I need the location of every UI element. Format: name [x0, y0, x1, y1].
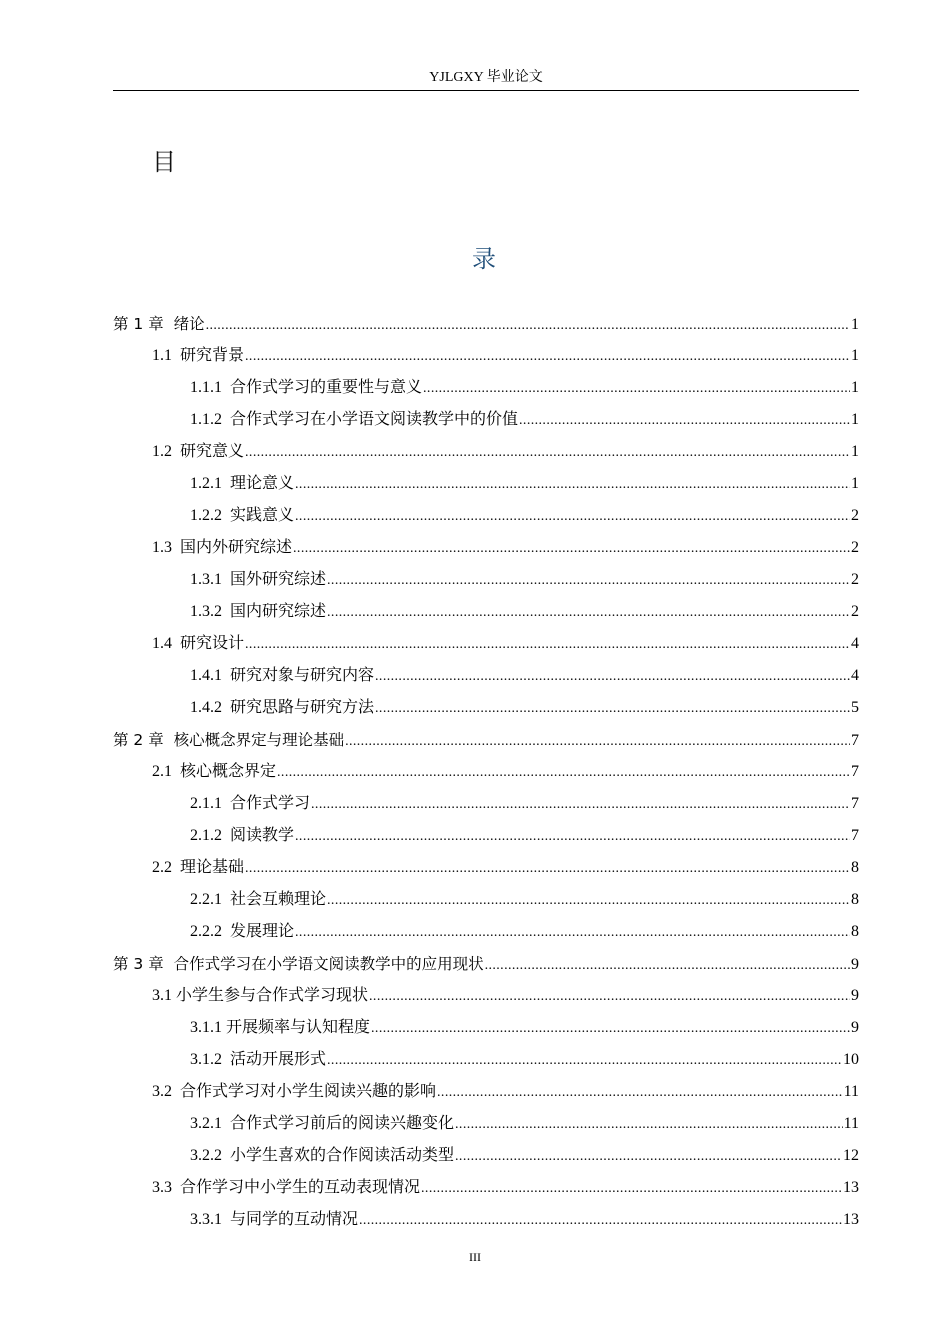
toc-entry-page: 1 [851, 411, 859, 428]
toc-entry-title: 2.1.2 阅读教学 [190, 827, 295, 844]
toc-dot-leader [245, 858, 850, 880]
toc-entry-page: 9 [851, 956, 859, 973]
toc-title-part1: 目 [152, 148, 176, 176]
toc-entry-title: 3.1 小学生参与合作式学习现状 [152, 987, 369, 1004]
toc-entry-level3[interactable] [113, 599, 859, 631]
toc-entry-page: 7 [851, 827, 859, 844]
toc-entry-page: 2 [851, 539, 859, 556]
toc-entry-level1[interactable] [113, 951, 859, 983]
toc-dot-leader [311, 794, 850, 816]
toc-entry-title: 2.2.1 社会互赖理论 [190, 891, 327, 908]
toc-entry-title: 1.1 研究背景 [152, 347, 245, 364]
toc-entry-page: 8 [851, 923, 859, 940]
toc-entry-level3[interactable] [113, 1207, 859, 1239]
toc-entry-level3[interactable] [113, 375, 859, 407]
toc-dot-leader [295, 474, 850, 496]
toc-entry-level2[interactable] [113, 535, 859, 567]
toc-entry-level3[interactable] [113, 471, 859, 503]
toc-entry-title: 3.2 合作式学习对小学生阅读兴趣的影响 [152, 1083, 437, 1100]
toc-entry-level1[interactable] [113, 727, 859, 759]
toc-dot-leader [359, 1210, 842, 1232]
toc-entry-level3[interactable] [113, 663, 859, 695]
toc-entry-level3[interactable] [113, 695, 859, 727]
toc-dot-leader [295, 506, 850, 528]
toc-entry-level3[interactable] [113, 823, 859, 855]
toc-dot-leader [423, 378, 850, 400]
toc-entry-page: 10 [843, 1051, 859, 1068]
toc-dot-leader [295, 922, 850, 944]
toc-entry-level3[interactable] [113, 791, 859, 823]
toc-entry-title: 1.4.2 研究思路与研究方法 [190, 699, 375, 716]
toc-entry-page: 7 [851, 795, 859, 812]
toc-dot-leader [455, 1114, 843, 1136]
toc-entry-page: 4 [851, 667, 859, 684]
toc-entry-page: 2 [851, 571, 859, 588]
toc-dot-leader [455, 1146, 842, 1168]
toc-entry-title: 1.3.1 国外研究综述 [190, 571, 327, 588]
toc-entry-page: 2 [851, 507, 859, 524]
toc-dot-leader [485, 955, 850, 977]
toc-entry-level2[interactable] [113, 1175, 859, 1207]
toc-entry-title: 1.1.2 合作式学习在小学语文阅读教学中的价值 [190, 411, 519, 428]
toc-entry-title: 1.2 研究意义 [152, 443, 245, 460]
toc-entry-level3[interactable] [113, 919, 859, 951]
toc-entry-level1[interactable] [113, 311, 859, 343]
toc-entry-level3[interactable] [113, 503, 859, 535]
toc-entry-page: 12 [843, 1147, 859, 1164]
toc-entry-page: 4 [851, 635, 859, 652]
toc-entry-title: 1.1.1 合作式学习的重要性与意义 [190, 379, 423, 396]
table-of-contents [113, 311, 859, 1239]
toc-entry-title: 1.4 研究设计 [152, 635, 245, 652]
toc-entry-page: 2 [851, 603, 859, 620]
toc-dot-leader [295, 826, 850, 848]
toc-entry-page: 7 [851, 763, 859, 780]
toc-entry-title: 1.3.2 国内研究综述 [190, 603, 327, 620]
toc-entry-title: 2.2 理论基础 [152, 859, 245, 876]
toc-entry-title: 第 3 章 合作式学习在小学语文阅读教学中的应用现状 [113, 955, 484, 973]
toc-dot-leader [245, 346, 850, 368]
toc-entry-title: 第 1 章 绪论 [113, 315, 205, 333]
toc-entry-title: 2.1.1 合作式学习 [190, 795, 311, 812]
toc-entry-page: 8 [851, 859, 859, 876]
toc-dot-leader [327, 890, 850, 912]
toc-entry-title: 1.3 国内外研究综述 [152, 539, 293, 556]
page-header: YJLGXY 毕业论文 [429, 70, 543, 85]
toc-entry-level2[interactable] [113, 439, 859, 471]
toc-dot-leader [345, 731, 850, 753]
toc-dot-leader [437, 1082, 843, 1104]
toc-dot-leader [369, 986, 850, 1008]
toc-dot-leader [206, 315, 850, 337]
toc-entry-title: 1.2.1 理论意义 [190, 475, 295, 492]
toc-entry-page: 11 [843, 1083, 859, 1100]
header-rule [113, 90, 859, 91]
toc-entry-title: 2.2.2 发展理论 [190, 923, 295, 940]
toc-entry-level2[interactable] [113, 343, 859, 375]
toc-dot-leader [375, 666, 850, 688]
toc-entry-title: 第 2 章 核心概念界定与理论基础 [113, 731, 345, 749]
toc-entry-level3[interactable] [113, 887, 859, 919]
toc-title-part2: 录 [472, 245, 496, 273]
toc-entry-level2[interactable] [113, 759, 859, 791]
toc-entry-page: 11 [843, 1115, 859, 1132]
toc-dot-leader [327, 1050, 842, 1072]
toc-dot-leader [519, 410, 850, 432]
toc-entry-page: 1 [851, 475, 859, 492]
toc-entry-page: 1 [851, 347, 859, 364]
toc-entry-level3[interactable] [113, 1047, 859, 1079]
toc-entry-title: 3.1.1 开展频率与认知程度 [190, 1019, 371, 1036]
toc-dot-leader [293, 538, 850, 560]
toc-entry-level2[interactable] [113, 983, 859, 1015]
toc-entry-level3[interactable] [113, 1015, 859, 1047]
toc-dot-leader [375, 698, 850, 720]
toc-entry-title: 1.2.2 实践意义 [190, 507, 295, 524]
toc-dot-leader [371, 1018, 850, 1040]
toc-dot-leader [245, 442, 850, 464]
toc-dot-leader [327, 570, 850, 592]
toc-entry-title: 1.4.1 研究对象与研究内容 [190, 667, 375, 684]
page-number: III [469, 1250, 481, 1264]
toc-entry-level3[interactable] [113, 407, 859, 439]
toc-entry-title: 3.2.1 合作式学习前后的阅读兴趣变化 [190, 1115, 455, 1132]
toc-entry-page: 8 [851, 891, 859, 908]
toc-entry-level2[interactable] [113, 855, 859, 887]
toc-entry-page: 1 [851, 379, 859, 396]
toc-entry-level2[interactable] [113, 1079, 859, 1111]
toc-entry-page: 7 [851, 732, 859, 749]
toc-entry-level3[interactable] [113, 1143, 859, 1175]
toc-entry-level3[interactable] [113, 567, 859, 599]
toc-dot-leader [327, 602, 850, 624]
toc-entry-title: 3.1.2 活动开展形式 [190, 1051, 327, 1068]
toc-entry-page: 9 [851, 987, 859, 1004]
toc-entry-page: 13 [843, 1211, 859, 1228]
toc-entry-page: 1 [851, 443, 859, 460]
toc-dot-leader [421, 1178, 842, 1200]
toc-dot-leader [245, 634, 850, 656]
toc-entry-title: 3.2.2 小学生喜欢的合作阅读活动类型 [190, 1147, 455, 1164]
toc-entry-page: 13 [843, 1179, 859, 1196]
toc-entry-page: 9 [851, 1019, 859, 1036]
toc-entry-title: 2.1 核心概念界定 [152, 763, 277, 780]
toc-entry-title: 3.3 合作学习中小学生的互动表现情况 [152, 1179, 421, 1196]
toc-entry-level2[interactable] [113, 631, 859, 663]
toc-entry-title: 3.3.1 与同学的互动情况 [190, 1211, 359, 1228]
toc-entry-page: 5 [851, 699, 859, 716]
toc-entry-level3[interactable] [113, 1111, 859, 1143]
toc-entry-page: 1 [851, 316, 859, 333]
toc-dot-leader [277, 762, 850, 784]
